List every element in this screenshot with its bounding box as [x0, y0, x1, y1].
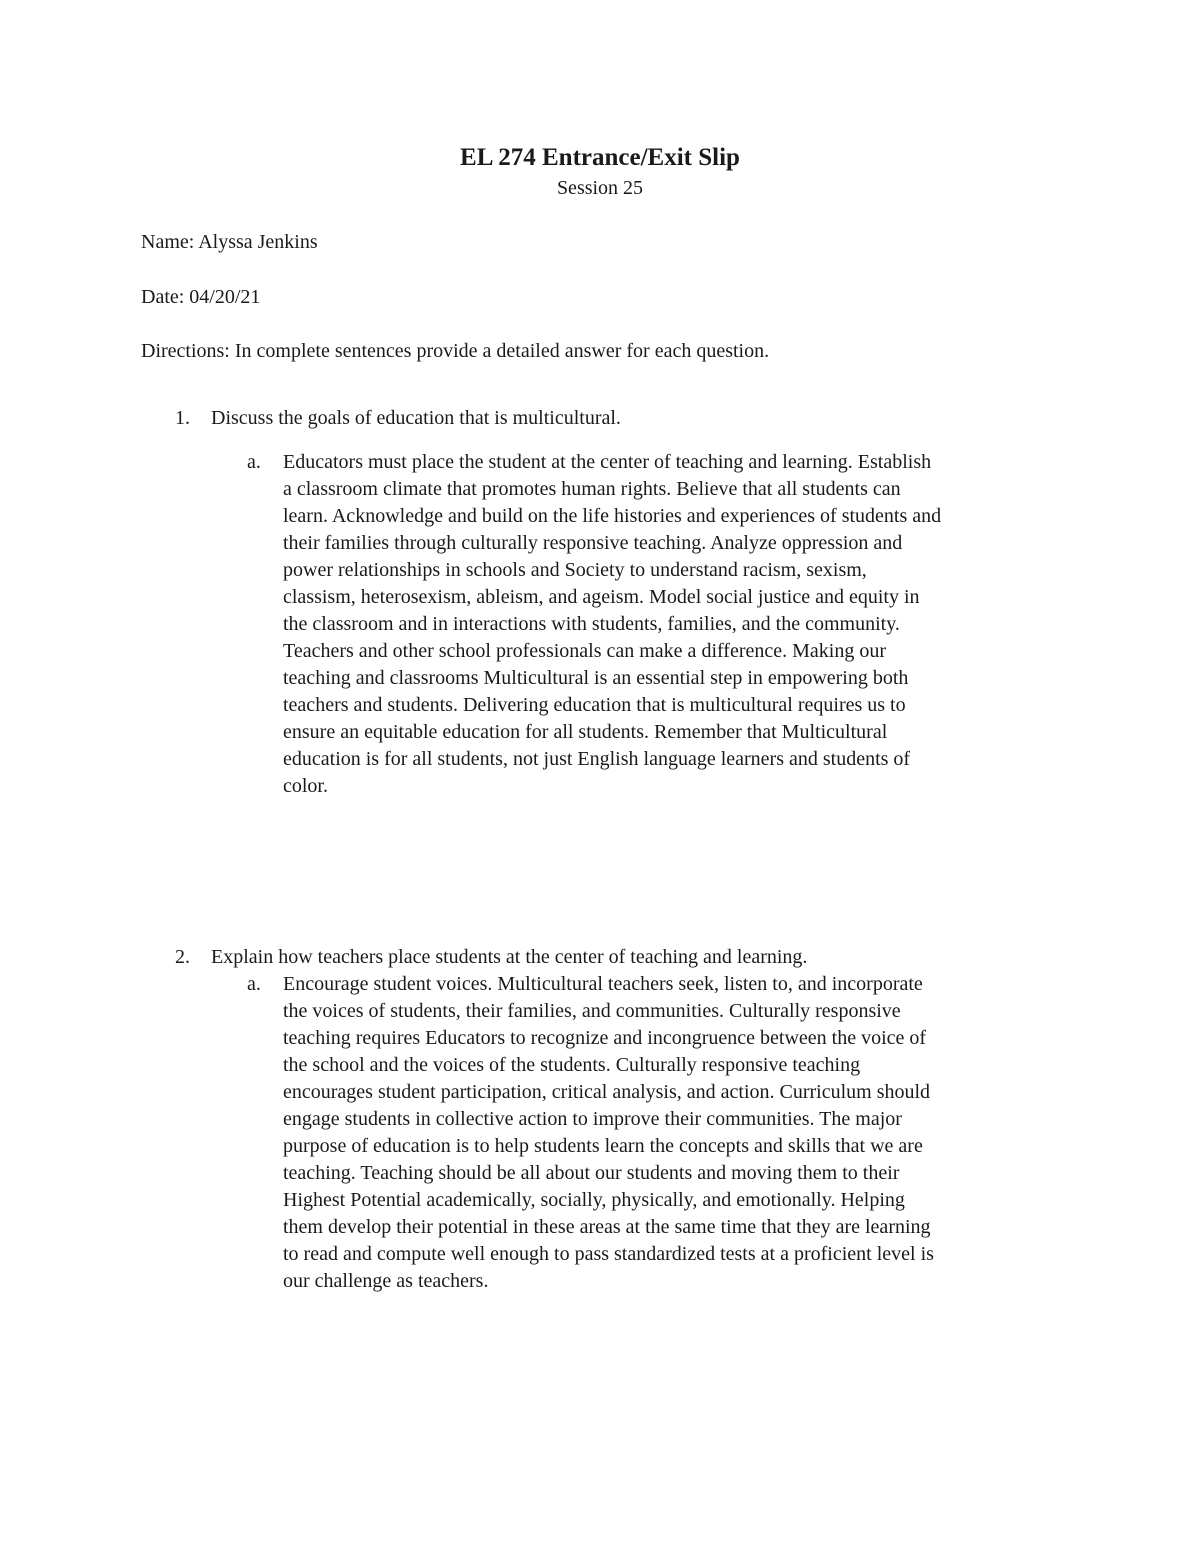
answer-2-line: Encourage student voices. Multicultural teachers seek, listen to, and incorporate — [283, 973, 923, 995]
answer-1-line: education is for all students, not just English language learners and students of — [283, 748, 911, 770]
answer-2-line: them develop their potential in these areas at the same time that they are learning — [283, 1216, 931, 1238]
answer-2-line: purpose of education is to help students learn the concepts and skills that we are — [283, 1135, 923, 1157]
answer-1-line: teaching and classrooms Multicultural is an essential step in empowering both — [283, 667, 909, 689]
answer-1-line: teachers and students. Delivering education that is multicultural requires us to — [283, 694, 906, 716]
answer-1-text — [283, 449, 1073, 800]
answer-2-line: encourages student participation, critical analysis, and action. Curriculum should — [283, 1081, 931, 1103]
question-2-text: Explain how teachers place students at the center of teaching and learning. — [211, 946, 808, 968]
answer-2-line: the voices of students, their families, and communities. Culturally responsive — [283, 1000, 901, 1022]
answer-2-line: teaching requires Educators to recognize and incongruence between the voice of — [283, 1027, 927, 1049]
answer-1-line: power relationships in schools and Society to understand racism, sexism, — [283, 559, 867, 581]
answer-1-line: a classroom climate that promotes human rights. Believe that all students can — [283, 478, 901, 500]
question-1-number: 1. — [175, 407, 190, 429]
answer-1-line: classism, heterosexism, ableism, and ageism. Model social justice and equity in — [283, 586, 920, 608]
answer-1-line: color. — [283, 775, 328, 797]
answer-2-line: Highest Potential academically, socially, physically, and emotionally. Helping — [283, 1189, 905, 1211]
answer-2-text — [283, 971, 1073, 1295]
answer-2-line: teaching. Teaching should be all about our students and moving them to their — [283, 1162, 900, 1184]
answer-1-line: ensure an equitable education for all students. Remember that Multicultural — [283, 721, 888, 743]
answer-2-marker: a. — [247, 973, 261, 995]
question-2-number: 2. — [175, 946, 190, 968]
answer-2-line: engage students in collective action to improve their communities. The major — [283, 1108, 902, 1130]
answer-1-line: learn. Acknowledge and build on the life histories and experiences of students and — [283, 505, 942, 527]
answer-2-line: to read and compute well enough to pass standardized tests at a proficient level is — [283, 1243, 934, 1265]
directions-text: Directions: In complete sentences provide a detailed answer for each question. — [141, 340, 770, 362]
answer-2-line: the school and the voices of the students. Culturally responsive teaching — [283, 1054, 861, 1076]
answer-1-line: Teachers and other school professionals can make a difference. Making our — [283, 640, 886, 662]
answer-1-line: Educators must place the student at the center of teaching and learning. Establish — [283, 451, 932, 473]
document-title: EL 274 Entrance/Exit Slip — [460, 144, 740, 171]
answer-1-marker: a. — [247, 451, 261, 473]
question-1-text: Discuss the goals of education that is multicultural. — [211, 407, 621, 429]
answer-2-line: our challenge as teachers. — [283, 1270, 489, 1292]
answer-1-line: the classroom and in interactions with students, families, and the community. — [283, 613, 900, 635]
student-name: Name: Alyssa Jenkins — [141, 231, 318, 253]
session-subtitle: Session 25 — [556, 177, 644, 199]
answer-1-line: their families through culturally responsive teaching. Analyze oppression and — [283, 532, 903, 554]
date-field: Date: 04/20/21 — [141, 286, 261, 308]
